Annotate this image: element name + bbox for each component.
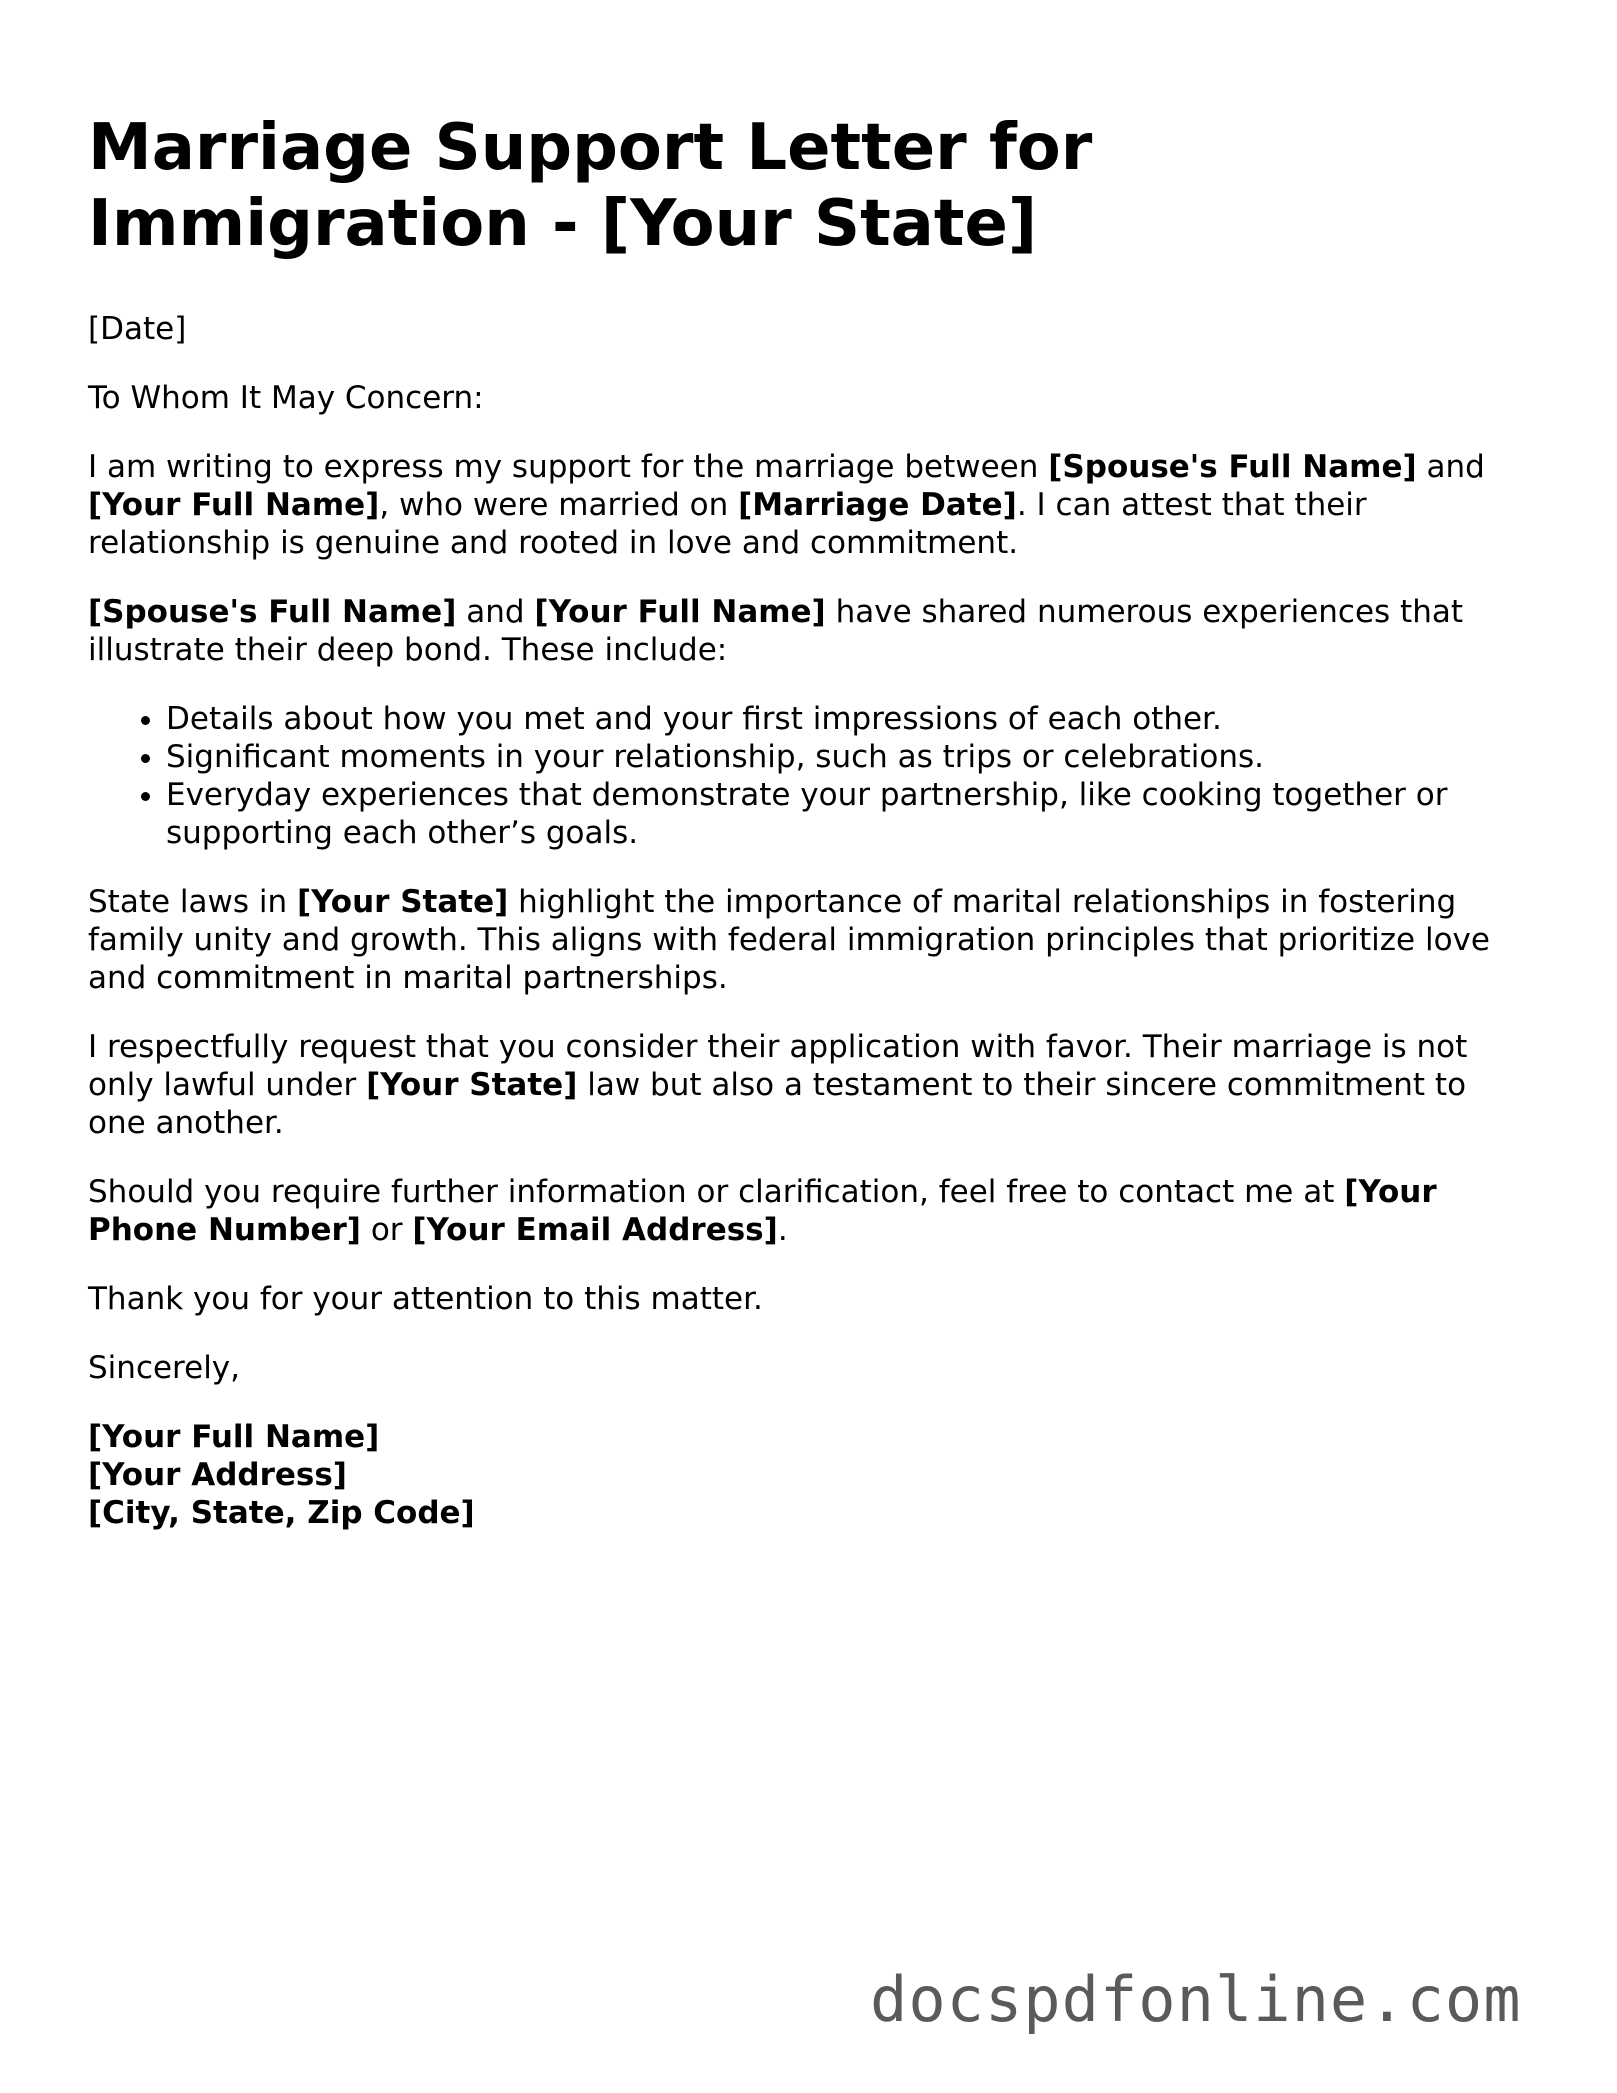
state-placeholder: [Your State] bbox=[366, 1067, 578, 1103]
text: I respectfully request that you consider their application with favor. Their marriage is not only lawful under bbox=[88, 1029, 1468, 1103]
marriage-date-placeholder: [Marriage Date] bbox=[738, 487, 1017, 523]
signature-block bbox=[88, 1418, 1528, 1532]
list-item: • Everyday experiences that demonstrate your partnership, like cooking together or supporting each other’s goals. bbox=[166, 776, 1528, 852]
signature-city: [City, State, Zip Code] bbox=[88, 1495, 475, 1531]
your-name-placeholder: [Your Full Name] bbox=[88, 487, 380, 523]
paragraph-experiences bbox=[88, 593, 1528, 669]
phone-placeholder: [Your Phone Number] bbox=[88, 1174, 1437, 1248]
spouse-name-placeholder: [Spouse's Full Name] bbox=[88, 594, 457, 630]
text: . I can attest that their relationship is genuine and rooted in love and commitment. bbox=[88, 487, 1367, 561]
paragraph-request bbox=[88, 1028, 1528, 1142]
text: law but also a testament to their sincere commitment to one another. bbox=[88, 1067, 1467, 1141]
text: have shared numerous experiences that illustrate their deep bond. These include: bbox=[88, 594, 1463, 668]
email-placeholder: [Your Email Address] bbox=[412, 1212, 778, 1248]
text: State laws in bbox=[88, 884, 297, 920]
experiences-list bbox=[88, 700, 1528, 852]
list-item: • Significant moments in your relationship, such as trips or celebrations. bbox=[166, 738, 1528, 776]
text: highlight the importance of marital relationships in fostering family unity and growth. This aligns with federal immigration principles that prioritize love and commitment in marital partnerships. bbox=[88, 884, 1490, 996]
text: or bbox=[360, 1212, 413, 1248]
signature-address: [Your Address] bbox=[88, 1457, 347, 1493]
text: and bbox=[1416, 449, 1485, 485]
date-line: [Date] bbox=[88, 311, 187, 347]
watermark: docspdfonline.com bbox=[870, 1963, 1522, 2036]
state-placeholder: [Your State] bbox=[297, 884, 509, 920]
text: and bbox=[456, 594, 535, 630]
letter-page bbox=[88, 110, 1528, 1532]
list-item: • Details about how you met and your first impressions of each other. bbox=[166, 700, 1528, 738]
paragraph-state-laws bbox=[88, 883, 1528, 997]
closing-line: Sincerely, bbox=[88, 1350, 241, 1386]
spouse-name-placeholder: [Spouse's Full Name] bbox=[1048, 449, 1417, 485]
page-title: Marriage Support Letter for Immigration - [Your State] bbox=[88, 111, 1093, 261]
text: I am writing to express my support for the marriage between bbox=[88, 449, 1049, 485]
your-name-placeholder: [Your Full Name] bbox=[534, 594, 826, 630]
paragraph-contact bbox=[88, 1173, 1528, 1249]
thanks-line: Thank you for your attention to this matter. bbox=[88, 1281, 763, 1317]
salutation: To Whom It May Concern: bbox=[88, 380, 484, 416]
text: . bbox=[777, 1212, 788, 1248]
text: Should you require further information or clarification, feel free to contact me at bbox=[88, 1174, 1345, 1210]
paragraph-intro bbox=[88, 448, 1528, 562]
text: , who were married on bbox=[379, 487, 739, 523]
signature-name: [Your Full Name] bbox=[88, 1419, 380, 1455]
